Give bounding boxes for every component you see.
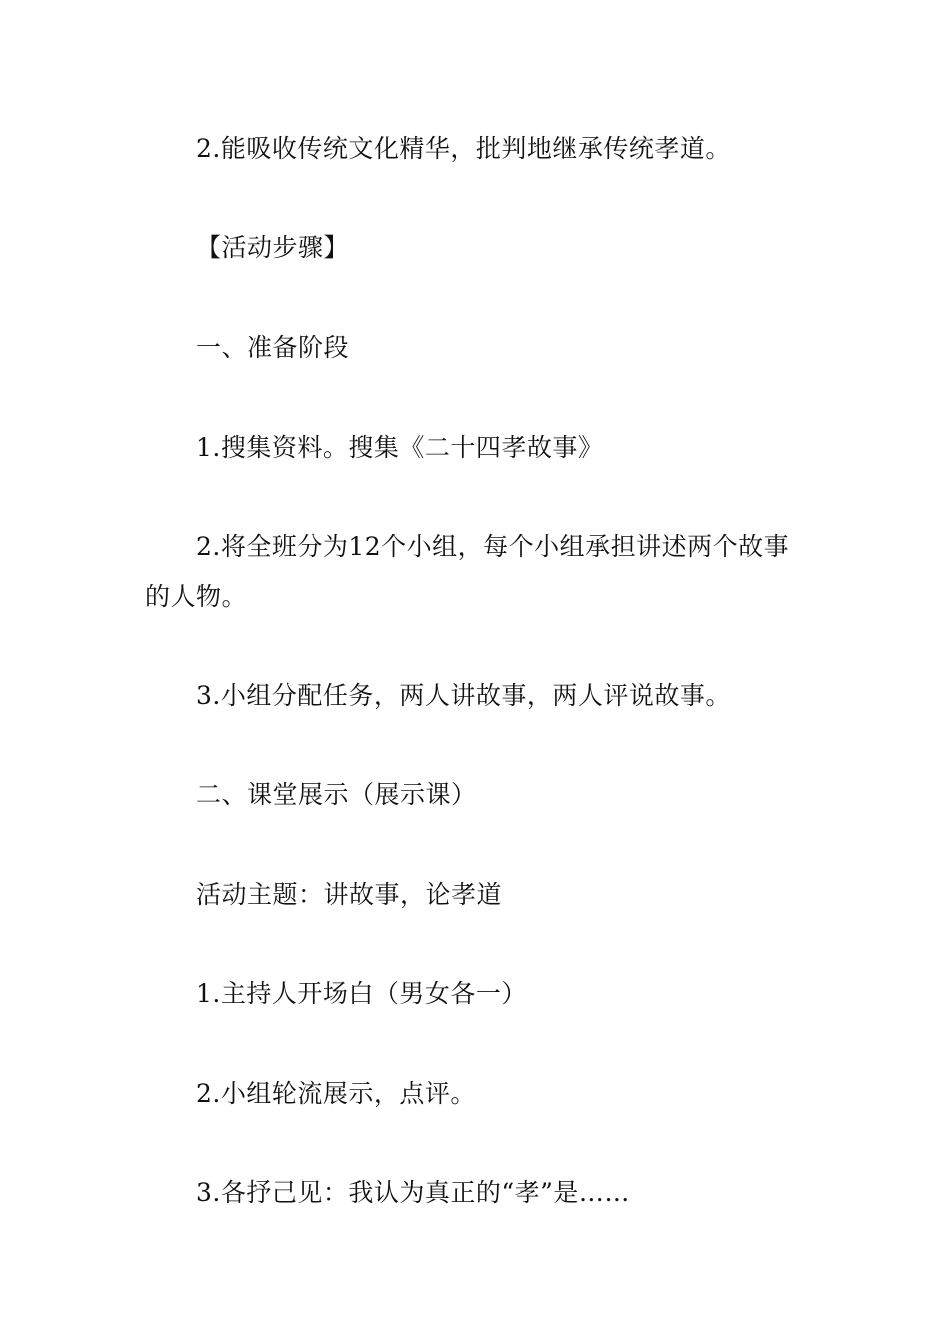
showcase-step-2: 2.小组轮流展示，点评。 — [196, 1079, 476, 1108]
activity-theme: 活动主题：讲故事，论孝道 — [196, 880, 503, 909]
section-heading-activity-steps: 【活动步骤】 — [196, 233, 350, 262]
prep-step-1: 1.搜集资料。搜集《二十四孝故事》 — [196, 433, 604, 462]
prep-step-3: 3.小组分配任务，两人讲故事，两人评说故事。 — [196, 681, 731, 710]
prep-step-2-continued: 的人物。 — [145, 582, 248, 611]
objective-item-2: 2.能吸收传统文化精华，批判地继承传统孝道。 — [196, 134, 731, 163]
stage-heading-preparation: 一、准备阶段 — [196, 333, 350, 362]
showcase-step-3: 3.各抒己见：我认为真正的“孝”是…… — [196, 1178, 630, 1207]
stage-heading-classroom-showcase: 二、课堂展示（展示课） — [196, 780, 477, 809]
prep-step-2: 2.将全班分为12个小组，每个小组承担讲述两个故事 — [196, 532, 790, 561]
showcase-step-1: 1.主持人开场白（男女各一） — [196, 979, 527, 1008]
